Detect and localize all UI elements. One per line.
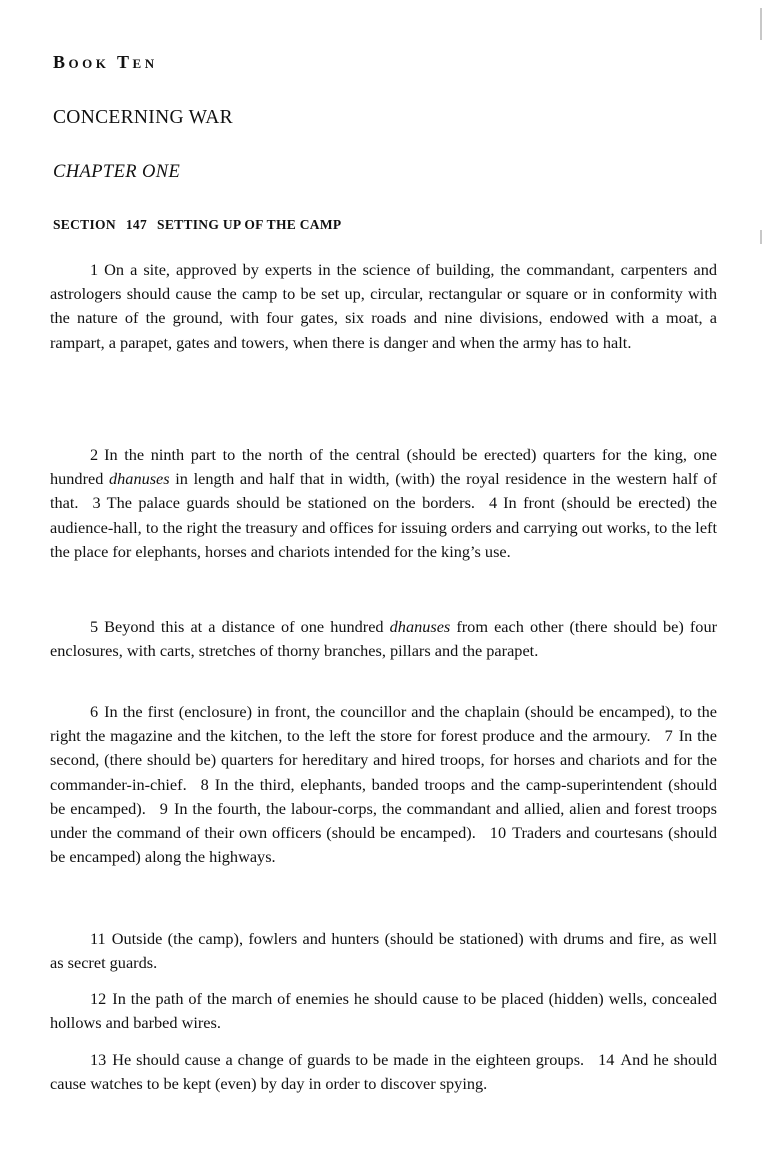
- paragraph-3: [50, 615, 717, 663]
- section-label: SECTION: [53, 217, 116, 232]
- paragraph-text: In front (should be erected) the audience-hall, to the right the treasury and offices for issuing orders and carrying out works, to the left the place for elephants, horses and chariots intended for the king’s use.: [50, 493, 717, 561]
- paragraph-text: In the first (enclosure) in front, the councillor and the chaplain (should be encamped), to the right the magazine and the kitchen, to the left the store for forest produce and the armoury.: [50, 702, 717, 746]
- sentence-number: 8: [200, 774, 209, 794]
- chapter-heading: CHAPTER ONE: [53, 162, 181, 182]
- paragraph-text: In the path of the march of enemies he should cause to be placed (hidden) wells, concealed hollows and barbed wires.: [50, 989, 717, 1033]
- sentence-number: 5: [90, 617, 99, 636]
- section-title: SETTING UP OF THE CAMP: [157, 217, 342, 232]
- sentence-number: 11: [90, 929, 106, 948]
- book-heading: Book Ten: [53, 52, 158, 72]
- sentence-number: 1: [90, 260, 99, 279]
- italic-term: dhanuses: [109, 469, 170, 489]
- scan-edge-mark: [760, 230, 762, 244]
- italic-term: dhanuses: [389, 617, 451, 636]
- sentence-number: 4: [488, 493, 498, 513]
- paragraph-text: in length and half that in width, (with) the royal residence in the western half of that.: [50, 469, 718, 513]
- paragraph-text: And he should cause watches to be kept (even) by day in order to discover spying.: [50, 1050, 718, 1094]
- paragraph-text: He should cause a change of guards to be made in the eighteen groups.: [112, 1050, 585, 1069]
- sentence-number: 13: [90, 1050, 107, 1069]
- paragraph-6: [50, 987, 717, 1035]
- paragraph-5: [50, 927, 717, 975]
- sentence-number: 2: [90, 445, 99, 464]
- paragraph-1: [50, 258, 717, 355]
- section-heading: [53, 217, 341, 233]
- paragraph-text: from each other (there should be) four enclosures, with carts, stretches of thorny branches, pillars and the parapet.: [50, 617, 718, 661]
- sentence-number: 9: [159, 798, 168, 818]
- sentence-number: 10: [489, 823, 507, 843]
- part-title: CONCERNING WAR: [53, 107, 233, 128]
- sentence-number: 3: [92, 493, 101, 513]
- section-number: 147: [125, 217, 148, 232]
- paragraph-text: Beyond this at a distance of one hundred: [104, 617, 384, 636]
- paragraph-7: [50, 1048, 717, 1096]
- paragraph-text: In the second, (there should be) quarters for hereditary and hired troops, for horses and chariots and for the commander-in-chief.: [50, 726, 717, 794]
- scan-edge-mark: [760, 8, 762, 40]
- paragraph-4: [50, 700, 717, 869]
- sentence-number: 12: [90, 989, 107, 1008]
- paragraph-text: Traders and courtesans (should be encamped) along the highways.: [50, 823, 717, 867]
- sentence-number: 6: [90, 702, 99, 721]
- sentence-number: 7: [664, 726, 673, 746]
- paragraph-text: On a site, approved by experts in the science of building, the commandant, carpenters and astrologers should cause the camp to be set up, circular, rectangular or square or in conformity with the nature of the ground, with four gates, six roads and nine divisions, endowed with a moat, a rampart, a parapet, gates and towers, when there is danger and when the army has to halt.: [50, 260, 717, 352]
- paragraph-text: In the ninth part to the north of the central (should be erected) quarters for the king, one hundred: [50, 445, 717, 489]
- sentence-number: 14: [598, 1050, 615, 1069]
- paragraph-text: In the fourth, the labour-corps, the commandant and allied, alien and forest troops under the command of their own officers (should be encamped).: [50, 798, 718, 843]
- paragraph-2: [50, 443, 717, 564]
- paragraph-text: The palace guards should be stationed on the borders.: [106, 493, 475, 513]
- paragraph-text: Outside (the camp), fowlers and hunters (should be stationed) with drums and fire, as well as secret guards.: [50, 929, 717, 973]
- paragraph-text: In the third, elephants, banded troops and the camp-superintendent (should be encamped).: [50, 774, 717, 818]
